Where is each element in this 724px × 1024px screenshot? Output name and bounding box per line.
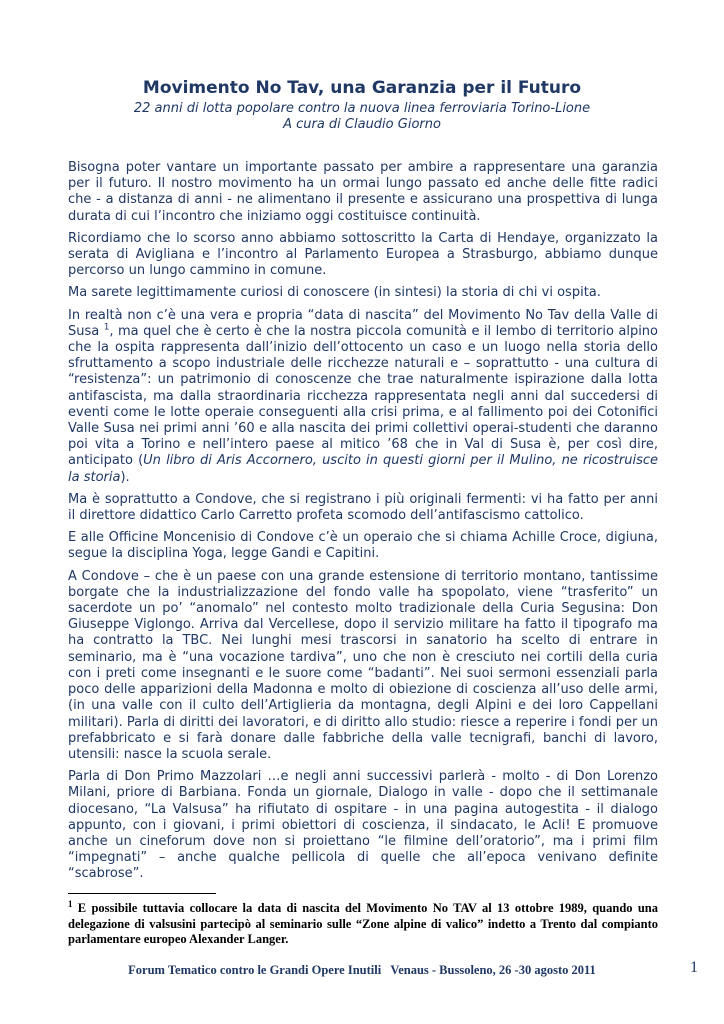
paragraph xyxy=(68,160,658,225)
footer-text: Forum Tematico contro le Grandi Opere Inutili Venaus - Bussoleno, 26 -30 agosto 2011 xyxy=(128,963,596,977)
text-run: Un libro di Aris Accornero, uscito in questi giorni per il Mulino, ne ricostruisce la storia xyxy=(68,453,658,485)
document-body xyxy=(68,160,658,883)
document-header xyxy=(0,0,724,133)
text-run: Bisogna poter vantare un importante passato per ambire a rappresentare una garanzia per il futuro. Il nostro movimento ha un ormai lungo passato ed anche delle fitte radici che - a distanza di anni - ne alimentano il presente e assicurano una prospettiva di lunga durata di cui l’incontro che iniziamo oggi costituisce continuità. xyxy=(68,160,658,224)
document-title: Movimento No Tav, una Garanzia per il Futuro xyxy=(142,78,582,98)
text-run: ). xyxy=(120,469,130,485)
document-byline: A cura di Claudio Giorno xyxy=(283,117,441,132)
paragraph xyxy=(68,769,658,882)
footnote-text xyxy=(68,898,658,948)
footnote-reference: 1 xyxy=(68,898,73,909)
text-run: E alle Officine Moncenisio di Condove c’è un operaio che si chiama Achille Croce, digiuna, segue la disciplina Yoga, legge Gandi e Capitini. xyxy=(68,530,658,562)
page-number: 1 xyxy=(690,959,698,976)
paragraph xyxy=(68,530,658,562)
text-run: Ricordiamo che lo scorso anno abbiamo sottoscritto la Carta di Hendaye, organizzato la serata di Avigliana e l’incontro al Parlamento Europea a Strasburgo, abbiamo dunque percorso un lungo cammino in comune. xyxy=(68,230,658,279)
text-run: Ma è soprattutto a Condove, che si registrano i più originali fermenti: vi ha fatto per anni il direttore didattico Carlo Carretto profeta scomodo dell’antifascismo cattolico. xyxy=(68,491,658,524)
text-run: Ma sarete legittimamente curiosi di conoscere (in sintesi) la storia di chi vi ospita. xyxy=(68,285,601,301)
paragraph xyxy=(68,285,658,301)
text-run: Parla di Don Primo Mazzolari …e negli anni successivi parlerà - molto - di Don Lorenzo Milani, priore di Barbiana. Fonda un giornale, Dialogo in valle - dopo che il settimanale diocesano, “La Valsusa” ha rifiutato di ospitare - in una pagina autogestita - il dialogo appunto, con i giovani, i primi obiettori di coscienza, il sindacato, le Acli! E promuove anche un cineforum dove non si proiettano “le filmine dell’oratorio”, ma i primi film “impegnati” – anche qualche pellicola di quelle che all’epoca venivano definite “scabrose”. xyxy=(68,769,658,882)
paragraph xyxy=(68,569,658,763)
footnote-separator xyxy=(68,893,216,894)
text-run: , ma quel che è certo è che la nostra piccola comunità e il lembo di territorio alpino che la ospita rappresenta dall’inizio dell’ottocento un caso e un luogo nella storia dello sfruttamento a scopo industriale delle ricchezze naturali e – soprattutto - una cultura di “resistenza”: un patrimonio di conoscenze che trae naturalmente ispirazione dalla lotta antifascista, ma dalla straordinaria ricchezza rappresentata negli anni dal succedersi di eventi come le lotte operaie conseguenti alla crisi prima, e al fallimento poi dei Cotonifici Valle Susa nei primi anni ’60 e alla nascita dei primi collettivi operai-studenti che daranno poi vita a Torino e nell’intero paese al mitico ’68 che in Val di Susa è, per così dire, anticipato ( xyxy=(68,323,658,469)
text-run: E possibile tuttavia collocare la data di nascita del Movimento No TAV al 13 ottobre 1989, quando una delegazione di valsusini partecipò al seminario sulle “Zone alpine di valico” indetto a Trento dal compianto parlamentare europeo Alexander Langer. xyxy=(68,901,658,946)
footnote-reference: 1 xyxy=(103,322,110,333)
text-run: A Condove – che è un paese con una grande estensione di territorio montano, tantissime borgate che la industrializzazione del fondo valle ha spopolato, viene “trasferito” un sacerdote un po’ “anomalo” nel contesto molto tradizionale della Curia Segusina: Don Giuseppe Viglongo. Arriva dal Vercellese, dopo il servizio militare ha fatto il tipografo ma ha contratto la TBC. Nei lunghi mesi trascorsi in sanatorio ha scelto di entrare in seminario, ma è “una vocazione tardiva”, uno che non è cresciuto nei cortili della curia con i preti come insegnanti e le suore come “badanti”. Nei suoi sermoni essenziali parla poco delle apparizioni della Madonna e molto di obiezione di coscienza all’uso delle armi, (in una valle con il culto dell’Artiglieria da montagna, degli Alpini e dei loro Cappellani militari). Parla di diritti dei lavoratori, e di diritto allo studio: riesce a reperire i fondi per un prefabbricato e si farà donare dalle fabbriche della valle tecnigrafi, banchi di lavoro, utensili: nasce la scuola serale. xyxy=(68,568,658,762)
paragraph xyxy=(68,308,658,486)
footnote-section xyxy=(68,893,658,948)
text-run: In realtà non c’è una vera e propria “data di nascita” del Movimento No Tav della Valle di Susa xyxy=(68,307,658,339)
paragraph xyxy=(68,231,658,280)
page-footer xyxy=(0,959,724,978)
document-subtitle: 22 anni di lotta popolare contro la nuova linea ferroviaria Torino-Lione xyxy=(133,101,591,116)
paragraph xyxy=(68,492,658,524)
